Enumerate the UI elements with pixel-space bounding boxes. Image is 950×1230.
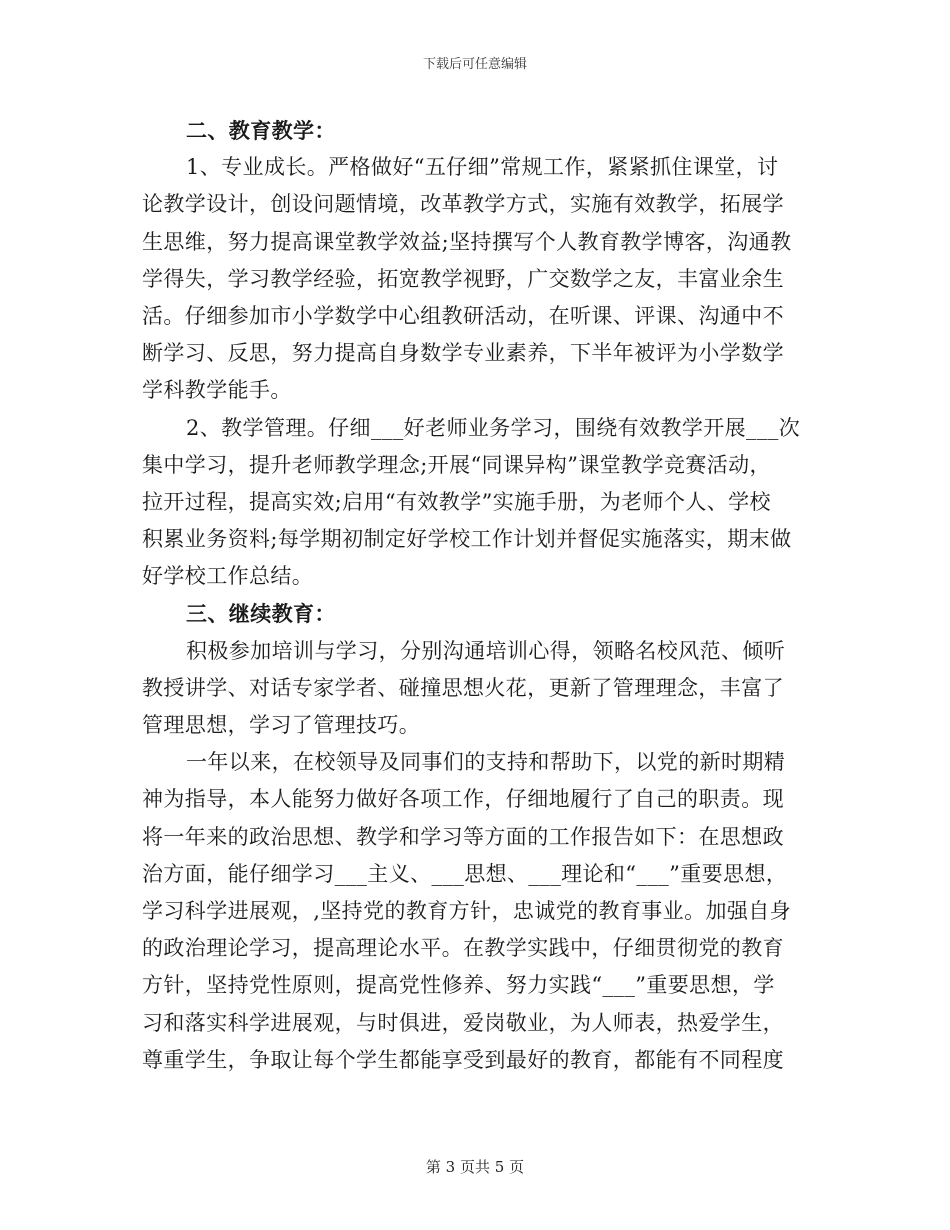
body-text-line: 将一年来的政治思想、教学和学习等方面的工作报告如下：在思想政 [142,824,784,849]
page-footer: 第 3 页共 5 页 [425,1158,525,1176]
body-text-line: 论教学设计，创设问题情境，改革教学方式，实施有效教学，拓展学 [142,192,784,217]
body-text-line: 一年以来，在校领导及同事们的支持和帮助下，以党的新时期精 [186,750,786,775]
body-text-line: 积极参加培训与学习，分别沟通培训心得，领略名校风范、倾听 [186,638,786,663]
body-text-line: 好学校工作总结。 [142,564,314,589]
body-text-line: 神为指导，本人能努力做好各项工作，仔细地履行了自己的职责。现 [142,787,784,812]
body-text-line: 教授讲学、对话专家学者、碰撞思想火花，更新了管理理念，丰富了 [142,675,784,700]
body-text-line: 管理思想，学习了管理技巧。 [142,713,421,737]
document-body [142,112,810,1079]
body-text-line: 学科教学能手。 [142,378,292,403]
body-text-line: 尊重学生，争取让每个学生都能享受到最好的教育，都能有不同程度 [142,1047,784,1072]
body-text-line: 学得失，学习教学经验，拓宽教学视野，广交数学之友，丰富业余生 [142,266,784,291]
body-text-line: 断学习、反思，努力提高自身数学专业素养，下半年被评为小学数学 [142,341,784,366]
body-text-line: 的政治理论学习，提高理论水平。在教学实践中，仔细贯彻党的教育 [142,936,784,961]
section-heading: 二、教育教学： [186,118,336,143]
body-text-line: 1、专业成长。严格做好“五仔细”常规工作，紧紧抓住课堂，讨 [186,155,779,180]
body-text-line: 方针，坚持党性原则，提高党性修养、努力实践“___”重要思想，学 [142,973,775,998]
body-text-line: 生思维，努力提高课堂教学效益;坚持撰写个人教育教学博客，沟通教 [142,229,792,254]
body-text-line: 学习科学进展观，,坚持党的教育方针，忠诚党的教育事业。加强自身 [142,898,792,923]
header-note: 下载后可任意编辑 [422,57,527,72]
body-text-line: 治方面，能仔细学习___主义、___思想、___理论和“___”重要思想， [142,861,788,886]
body-text-line: 活。仔细参加市小学数学中心组教研活动，在听课、评课、沟通中不 [142,303,784,328]
body-text-line: 习和落实科学进展观，与时俱进，爱岗敬业，为人师表，热爱学生， [142,1010,784,1035]
body-text-line: 集中学习，提升老师教学理念;开展“同课异构”课堂教学竞赛活动， [142,452,771,477]
body-text-line: 拉开过程，提高实效;启用“有效教学”实施手册，为老师个人、学校 [142,489,771,514]
body-text-line: 积累业务资料;每学期初制定好学校工作计划并督促实施落实，期末做 [142,527,792,552]
section-heading: 三、继续教育： [186,601,336,627]
body-text-line: 2、教学管理。仔细___好老师业务学习，围绕有效教学开展___次 [186,415,801,440]
